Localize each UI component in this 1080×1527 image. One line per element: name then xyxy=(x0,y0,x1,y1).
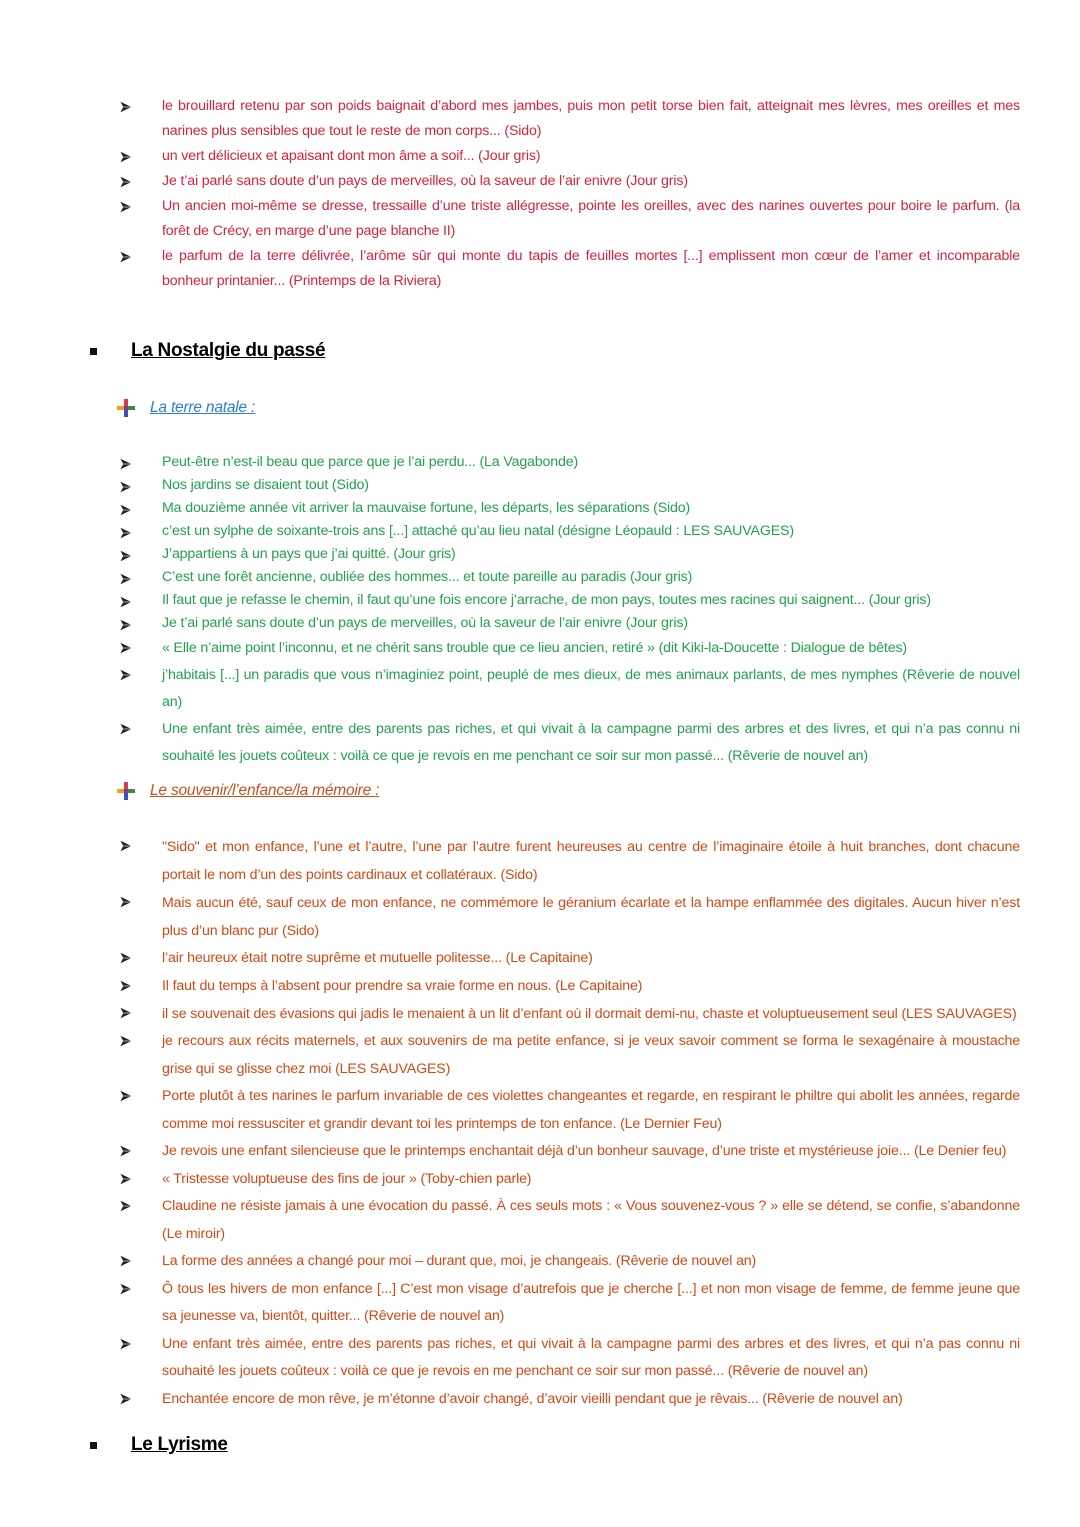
plus-cross-icon xyxy=(116,781,136,801)
list-item: un vert délicieux et apaisant dont mon âme a soif... (Jour gris) xyxy=(120,144,1020,169)
arrow-bullet-icon xyxy=(120,101,132,113)
list-item: Il faut que je refasse le chemin, il faut qu’une fois encore j’arrache, de mon pays, toutes mes racines qui saignent... (Jour gris) xyxy=(120,589,1020,612)
list-item: "Sido" et mon enfance, l’une et l’autre, l’une par l’autre furent heureuses au centre de l’imaginaire étoile à huit branches, dont chacune portait le nom d’un des points cardinaux et collatéraux. (Sido) xyxy=(120,833,1020,889)
list-item: Enchantée encore de mon rêve, je m’étonne d’avoir changé, d’avoir vieilli pendant que je rêvais... (Rêverie de nouvel an) xyxy=(120,1386,1020,1414)
arrow-bullet-icon xyxy=(120,1090,132,1102)
list-item: Je revois une enfant silencieuse que le printemps enchantait déjà d’un bonheur sauvage, d’une triste et mystérieuse joie... (Le Denier feu) xyxy=(120,1138,1020,1166)
arrow-bullet-icon xyxy=(120,642,132,654)
arrow-bullet-icon xyxy=(120,980,132,992)
list-item: Mais aucun été, sauf ceux de mon enfance, ne commémore le géranium écarlate et la hampe enflammée des digitales. Aucun hiver n’est plus d’un blanc pur (Sido) xyxy=(120,889,1020,945)
square-bullet-icon xyxy=(90,348,97,355)
arrow-bullet-icon xyxy=(120,619,132,631)
arrow-bullet-icon xyxy=(120,896,132,908)
terre-natale-list xyxy=(120,451,1020,770)
souvenir-list xyxy=(120,833,1020,1413)
arrow-bullet-icon xyxy=(120,952,132,964)
arrow-bullet-icon xyxy=(120,1283,132,1295)
list-item: Une enfant très aimée, entre des parents pas riches, et qui vivait à la campagne parmi des arbres et des livres, et qui n’a pas connu ni souhaité les jouets coûteux : voilà ce que je revois en me penchant ce soir sur mon passé... (Rêverie de nouvel an) xyxy=(120,1331,1020,1386)
list-item: Nos jardins se disaient tout (Sido) xyxy=(120,474,1020,497)
list-item: Je t’ai parlé sans doute d’un pays de merveilles, où la saveur de l’air enivre (Jour gris) xyxy=(120,612,1020,635)
arrow-bullet-icon xyxy=(120,458,132,470)
section-heading-lyrisme: Le Lyrisme xyxy=(90,1430,228,1460)
list-item: l’air heureux était notre suprême et mutuelle politesse... (Le Capitaine) xyxy=(120,945,1020,973)
list-item: le parfum de la terre délivrée, l’arôme sûr qui monte du tapis de feuilles mortes [...] emplissent mon cœur de l’amer et incomparable bonheur printanier... (Printemps de la Riviera) xyxy=(120,244,1020,294)
arrow-bullet-icon xyxy=(120,151,132,163)
list-item: Ô tous les hivers de mon enfance [...] C’est mon visage d’autrefois que je cherche [...] et non mon visage de femme, de femme jeune que sa jeunesse va, bientôt, quitter... (Rêverie de nouvel an) xyxy=(120,1276,1020,1331)
list-item: « Elle n’aime point l’inconnu, et ne chérit sans trouble que ce lieu ancien, retiré » (dit Kiki-la-Doucette : Dialogue de bêtes) xyxy=(120,635,1020,662)
arrow-bullet-icon xyxy=(120,1255,132,1267)
list-item: Une enfant très aimée, entre des parents pas riches, et qui vivait à la campagne parmi des arbres et des livres, et qui n’a pas connu ni souhaité les jouets coûteux : voilà ce que je revois en me penchant ce soir sur mon passé... (Rêverie de nouvel an) xyxy=(120,716,1020,770)
list-item: il se souvenait des évasions qui jadis le menaient à un lit d’enfant où il dormait demi-nu, chaste et voluptueusement seul (LES SAUVAGES) xyxy=(120,1000,1020,1028)
arrow-bullet-icon xyxy=(120,201,132,213)
subheading-terre-natale: La terre natale : xyxy=(116,396,255,420)
list-item: c’est un sylphe de soixante-trois ans [...] attaché qu’au lieu natal (désigne Léopauld : LES SAUVAGES) xyxy=(120,520,1020,543)
arrow-bullet-icon xyxy=(120,840,132,852)
arrow-bullet-icon xyxy=(120,176,132,188)
list-item: Un ancien moi-même se dresse, tressaille d’une triste allégresse, pointe les oreilles, avec des narines ouvertes pour boire le parfum. (la forêt de Crécy, en marge d’une page blanche II) xyxy=(120,194,1020,244)
arrow-bullet-icon xyxy=(120,251,132,263)
arrow-bullet-icon xyxy=(120,527,132,539)
arrow-bullet-icon xyxy=(120,573,132,585)
arrow-bullet-icon xyxy=(120,1007,132,1019)
list-item: j’habitais [...] un paradis que vous n’imaginiez point, peuplé de mes dieux, de mes animaux parlants, de mes nymphes (Rêverie de nouvel an) xyxy=(120,662,1020,716)
subheading-souvenir: Le souvenir/l’enfance/la mémoire : xyxy=(116,779,379,803)
arrow-bullet-icon xyxy=(120,1393,132,1405)
square-bullet-icon xyxy=(90,1442,97,1449)
list-item: Peut-être n’est-il beau que parce que je l’ai perdu... (La Vagabonde) xyxy=(120,451,1020,474)
plus-cross-icon xyxy=(116,398,136,418)
list-item: Ma douzième année vit arriver la mauvaise fortune, les départs, les séparations (Sido) xyxy=(120,497,1020,520)
arrow-bullet-icon xyxy=(120,1338,132,1350)
top-quote-list xyxy=(120,94,1020,294)
arrow-bullet-icon xyxy=(120,596,132,608)
list-item: Il faut du temps à l’absent pour prendre sa vraie forme en nous. (Le Capitaine) xyxy=(120,973,1020,1001)
section-heading-nostalgie: La Nostalgie du passé xyxy=(90,336,325,366)
list-item: je recours aux récits maternels, et aux souvenirs de ma petite enfance, si je veux savoir comment se forma le sexagénaire à moustache grise qui se glisse chez moi (LES SAUVAGES) xyxy=(120,1028,1020,1083)
list-item: Claudine ne résiste jamais à une évocation du passé. À ces seuls mots : « Vous souvenez-vous ? » elle se détend, se confie, s’abandonne (Le miroir) xyxy=(120,1193,1020,1248)
list-item: le brouillard retenu par son poids baignait d’abord mes jambes, puis mon petit torse bien fait, atteignait mes lèvres, mes oreilles et mes narines plus sensibles que tout le reste de mon corps... (Sido) xyxy=(120,94,1020,144)
arrow-bullet-icon xyxy=(120,504,132,516)
arrow-bullet-icon xyxy=(120,669,132,681)
arrow-bullet-icon xyxy=(120,1173,132,1185)
list-item: Porte plutôt à tes narines le parfum invariable de ces violettes changeantes et regarde, en respirant le philtre qui abolit les années, regarde comme moi ressusciter et grandir devant toi les printemps de ton enfance. (Le Dernier Feu) xyxy=(120,1083,1020,1138)
list-item: La forme des années a changé pour moi – durant que, moi, je changeais. (Rêverie de nouvel an) xyxy=(120,1248,1020,1276)
list-item: « Tristesse voluptueuse des fins de jour » (Toby-chien parle) xyxy=(120,1166,1020,1194)
arrow-bullet-icon xyxy=(120,550,132,562)
arrow-bullet-icon xyxy=(120,723,132,735)
list-item: Je t’ai parlé sans doute d’un pays de merveilles, où la saveur de l’air enivre (Jour gris) xyxy=(120,169,1020,194)
arrow-bullet-icon xyxy=(120,481,132,493)
list-item: C’est une forêt ancienne, oubliée des hommes... et toute pareille au paradis (Jour gris) xyxy=(120,566,1020,589)
arrow-bullet-icon xyxy=(120,1145,132,1157)
arrow-bullet-icon xyxy=(120,1035,132,1047)
list-item: J’appartiens à un pays que j’ai quitté. (Jour gris) xyxy=(120,543,1020,566)
arrow-bullet-icon xyxy=(120,1200,132,1212)
